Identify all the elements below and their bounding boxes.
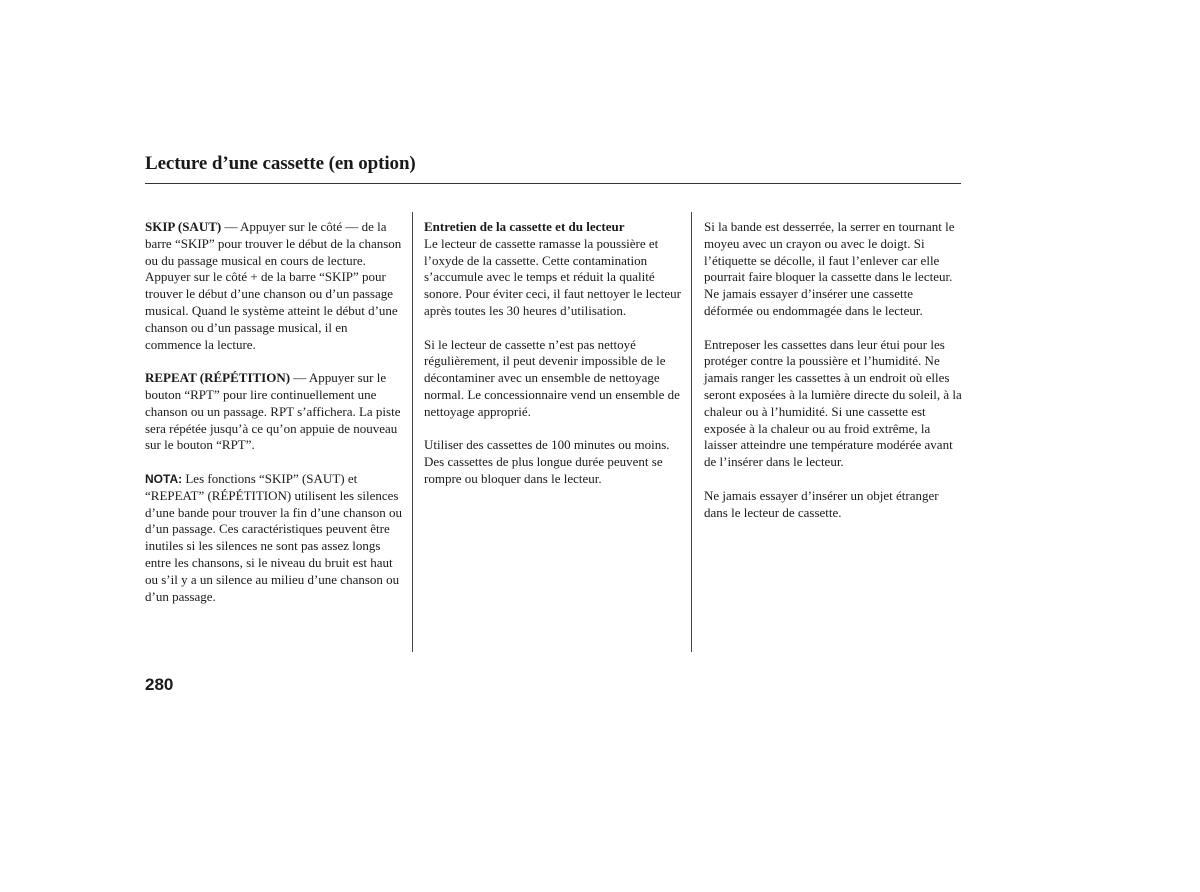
repeat-paragraph — [145, 370, 403, 454]
column-1 — [145, 219, 403, 622]
page-number: 280 — [145, 675, 174, 694]
maintenance-heading: Entretien de la cassette et du lecteur — [424, 219, 625, 234]
nota-paragraph — [145, 471, 403, 605]
column-divider-1 — [412, 212, 413, 652]
page-title: Lecture d’une cassette (en option) — [145, 153, 416, 174]
column-divider-2 — [691, 212, 692, 652]
repeat-text: — Appuyer sur le bouton “RPT” pour lire continuellement une chanson ou un passage. RPT s’affichera. La piste sera répétée jusqu’à ce qu’on appuie de nouveau sur le bouton “RPT”. — [145, 370, 401, 453]
maintenance-paragraph — [424, 219, 682, 320]
title-rule — [145, 183, 961, 184]
storage-paragraph: Entreposer les cassettes dans leur étui pour les protéger contre la poussière et l’humidité. Ne jamais ranger les cassettes à un endroit où elles seront exposées à la lumière directe du soleil, à la chaleur ou à l’humidité. Si une cassette est exposée à la chaleur ou au froid extrême, la laisser atteindre une température modérée avant de l’insérer dans le lecteur. — [704, 336, 962, 470]
nota-text: Les fonctions “SKIP” (SAUT) et “REPEAT” (RÉPÉTITION) utilisent les silences d’une bande pour trouver la fin d’une chanson ou d’un passage. Ces caractéristiques peuvent être inutiles si les silences ne sont pas assez longs entre les chansons, si le niveau du bruit est haut ou s’il y a un silence au milieu d’une chanson ou d’un passage. — [145, 470, 403, 604]
skip-text: — Appuyer sur le côté — de la barre “SKIP” pour trouver le début de la chanson ou du passage musical en cours de lecture. Appuyer sur le côté + de la barre “SKIP” pour trouver le début d’une chanson ou d’un passage musical. Quand le système atteint le début d’une chanson ou d’un passage musical, il en commence la lecture. — [145, 219, 402, 352]
repeat-heading: REPEAT (RÉPÉTITION) — [145, 370, 291, 386]
loose-tape-paragraph: Si la bande est desserrée, la serrer en tournant le moyeu avec un crayon ou avec le doigt. Si l’étiquette se décolle, il faut l’enlever car elle pourrait faire bloquer la cassette dans le lecteur. Ne jamais essayer d’insérer une cassette déformée ou endommagée dans le lecteur. — [704, 219, 955, 318]
cassette-length-paragraph: Utiliser des cassettes de 100 minutes ou moins. Des cassettes de plus longue durée peuvent se rompre ou bloquer dans le lecteur. — [424, 437, 670, 486]
column-2 — [424, 219, 682, 505]
foreign-object-paragraph: Ne jamais essayer d’insérer un objet étranger dans le lecteur de cassette. — [704, 487, 939, 520]
column-3 — [704, 219, 962, 538]
maintenance-text: Le lecteur de cassette ramasse la poussière et l’oxyde de la cassette. Cette contamination s’accumule avec le temps et réduit la qualité sonore. Pour éviter ceci, il faut nettoyer le lecteur après toutes les 30 heures d’utilisation. — [424, 235, 682, 318]
cleaning-paragraph: Si le lecteur de cassette n’est pas nettoyé régulièrement, il peut devenir impossible de le décontaminer avec un ensemble de nettoyage normal. Le concessionnaire vend un ensemble de nettoyage approprié. — [424, 336, 680, 419]
nota-label: NOTA: — [145, 471, 183, 486]
skip-heading: SKIP (SAUT) — [145, 219, 222, 234]
skip-paragraph — [145, 219, 403, 353]
